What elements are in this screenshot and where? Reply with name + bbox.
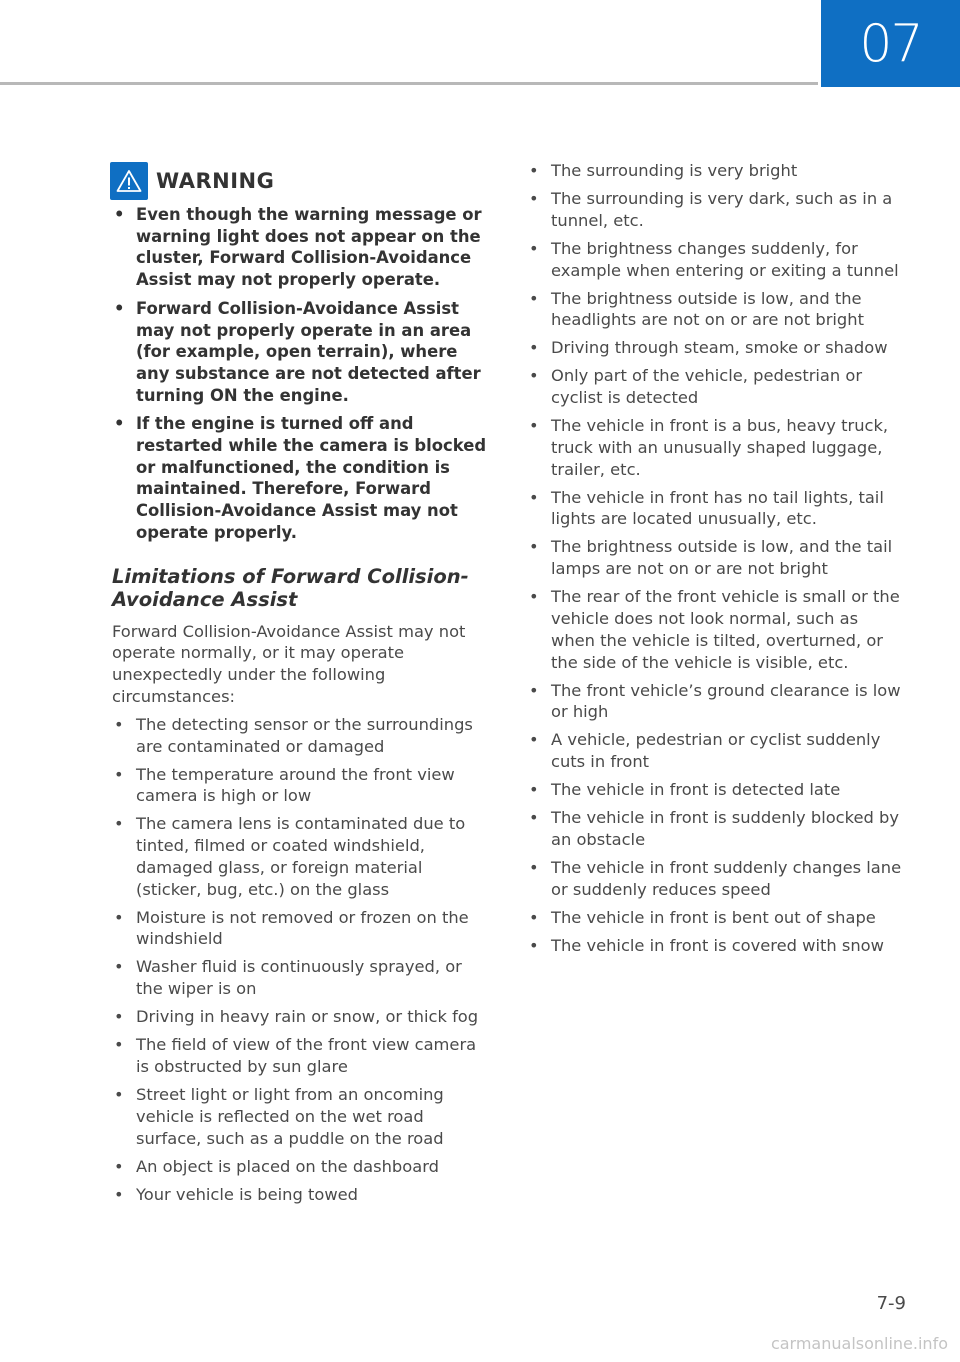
condition-item: • The vehicle in front is covered with snow bbox=[527, 935, 907, 957]
condition-item: • The rear of the front vehicle is small or the vehicle does not look normal, such as when the vehicle is tilted, overturned, or the side of the vehicle is visible, etc. bbox=[527, 586, 907, 673]
condition-item: • The brightness outside is low, and the headlights are not on or are not bright bbox=[527, 288, 907, 332]
warning-icon bbox=[110, 162, 148, 200]
page-number: 7-9 bbox=[876, 1293, 906, 1314]
watermark: carmanualsonline.info bbox=[770, 1334, 948, 1353]
conditions-list-right bbox=[527, 160, 907, 957]
condition-item: • The vehicle in front has no tail lights, tail lights are located unusually, etc. bbox=[527, 487, 907, 531]
warning-item: • Even though the warning message or warning light does not appear on the cluster, Forward Collision-Avoidance Assist may not properly operate. bbox=[112, 204, 490, 291]
condition-item: • The brightness changes suddenly, for example when entering or exiting a tunnel bbox=[527, 238, 907, 282]
warning-header bbox=[112, 160, 490, 202]
condition-item: • The vehicle in front is detected late bbox=[527, 779, 907, 801]
condition-item: • A vehicle, pedestrian or cyclist suddenly cuts in front bbox=[527, 729, 907, 773]
condition-item: • The vehicle in front is suddenly blocked by an obstacle bbox=[527, 807, 907, 851]
right-column bbox=[527, 160, 907, 963]
condition-item: • The brightness outside is low, and the tail lamps are not on or are not bright bbox=[527, 536, 907, 580]
warning-title: WARNING bbox=[156, 169, 275, 193]
warning-item: • Forward Collision-Avoidance Assist may not properly operate in an area (for example, open terrain), where any substance are not detected after turning ON the engine. bbox=[112, 298, 490, 407]
condition-item: • The temperature around the front view camera is high or low bbox=[112, 764, 490, 808]
condition-item: • Street light or light from an oncoming vehicle is reflected on the wet road surface, such as a puddle on the road bbox=[112, 1084, 490, 1149]
chapter-tab bbox=[821, 0, 960, 87]
conditions-list-left bbox=[112, 714, 490, 1206]
section-intro: Forward Collision-Avoidance Assist may not operate normally, or it may operate unexpectedly under the following circumstances: bbox=[112, 621, 466, 706]
condition-item: • An object is placed on the dashboard bbox=[112, 1156, 490, 1178]
condition-item: • Moisture is not removed or frozen on the windshield bbox=[112, 907, 490, 951]
warning-list bbox=[112, 204, 490, 544]
left-column bbox=[112, 160, 490, 1212]
section-heading: Limitations of Forward Collision-Avoidance Assist bbox=[112, 564, 469, 611]
condition-item: • The camera lens is contaminated due to tinted, filmed or coated windshield, damaged glass, or foreign material (sticker, bug, etc.) on the glass bbox=[112, 813, 490, 900]
chapter-number: 07 bbox=[859, 13, 922, 74]
condition-item: • The surrounding is very bright bbox=[527, 160, 907, 182]
condition-item: • The field of view of the front view camera is obstructed by sun glare bbox=[112, 1034, 490, 1078]
condition-item: • Driving in heavy rain or snow, or thick fog bbox=[112, 1006, 490, 1028]
condition-item: • Washer fluid is continuously sprayed, or the wiper is on bbox=[112, 956, 490, 1000]
condition-item: • The surrounding is very dark, such as in a tunnel, etc. bbox=[527, 188, 907, 232]
warning-item: • If the engine is turned off and restarted while the camera is blocked or malfunctioned, the condition is maintained. Therefore, Forward Collision-Avoidance Assist may not operate properly. bbox=[112, 413, 490, 543]
condition-item: • The detecting sensor or the surroundings are contaminated or damaged bbox=[112, 714, 490, 758]
condition-item: • The vehicle in front is a bus, heavy truck, truck with an unusually shaped luggage, trailer, etc. bbox=[527, 415, 907, 480]
condition-item: • The vehicle in front is bent out of shape bbox=[527, 907, 907, 929]
condition-item: • Only part of the vehicle, pedestrian or cyclist is detected bbox=[527, 365, 907, 409]
condition-item: • The front vehicle’s ground clearance is low or high bbox=[527, 680, 907, 724]
condition-item: • Driving through steam, smoke or shadow bbox=[527, 337, 907, 359]
condition-item: • The vehicle in front suddenly changes lane or suddenly reduces speed bbox=[527, 857, 907, 901]
header-rule bbox=[0, 82, 818, 85]
condition-item: • Your vehicle is being towed bbox=[112, 1184, 490, 1206]
